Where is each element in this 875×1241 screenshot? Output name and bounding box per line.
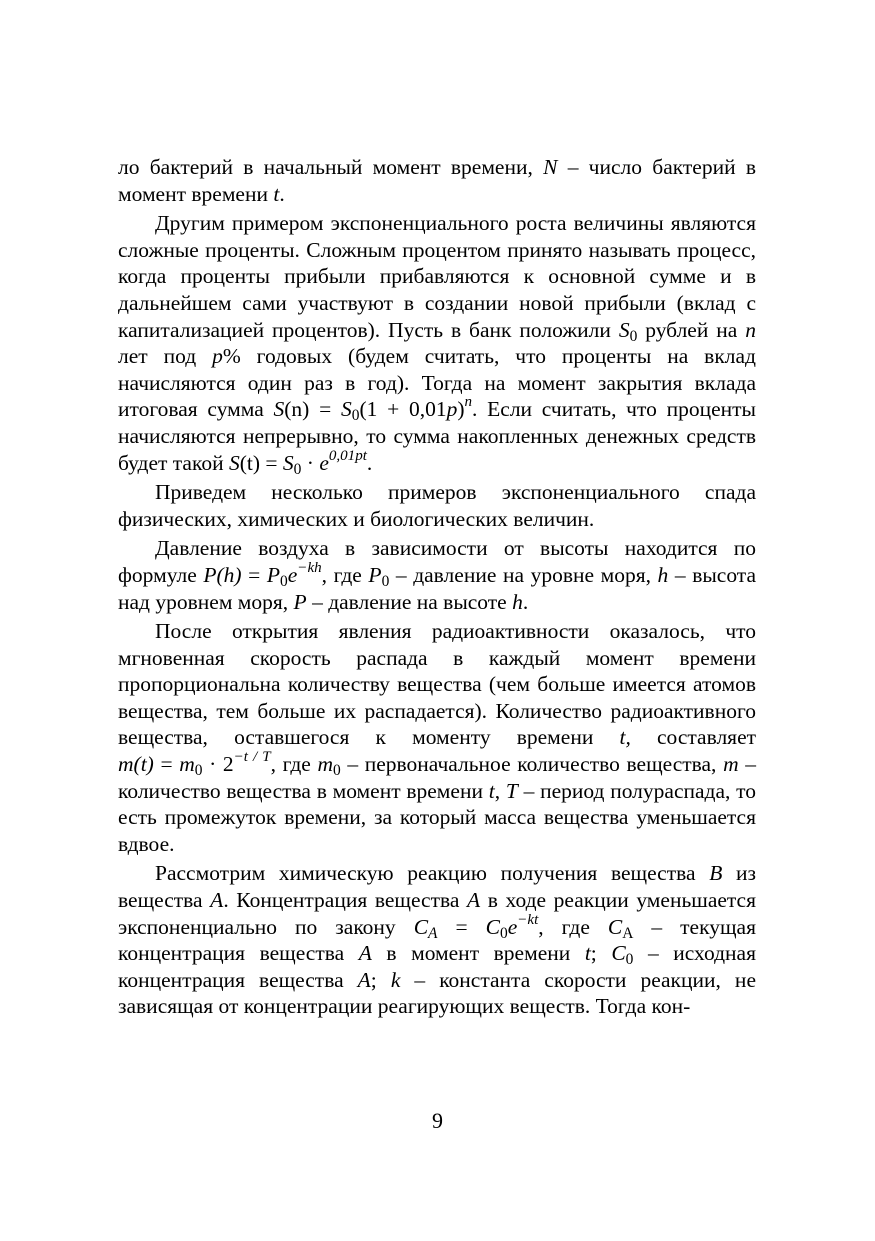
subscript: 0 xyxy=(629,327,638,345)
text-run: из вещества xyxy=(118,861,757,913)
variable: h xyxy=(657,562,669,587)
math-symbol: S xyxy=(228,450,240,475)
math-symbol: (h) xyxy=(216,562,242,587)
superscript: −t / T xyxy=(233,749,271,766)
math-symbol: (1 + 0,01 xyxy=(359,397,447,422)
formula-continuous-interest xyxy=(228,447,367,478)
formula-concentration xyxy=(413,911,539,942)
text-run: . Концентрация вещества xyxy=(223,888,467,913)
math-symbol: = xyxy=(153,752,180,777)
variable: n xyxy=(745,317,756,342)
superscript xyxy=(329,448,367,464)
math-symbol: m xyxy=(179,752,195,777)
variable: N xyxy=(543,155,558,179)
text-run: лет под xyxy=(118,344,213,369)
text-run: – текущая концентрация вещества xyxy=(118,914,756,966)
text-run: – первоначальное количество вещества, xyxy=(340,752,724,777)
text-run: рублей на xyxy=(637,317,746,342)
text-run: ; xyxy=(370,967,391,992)
math-symbol: = xyxy=(437,914,486,939)
text-run: . Если считать, что проценты начисляются непрерывно, то сумма накопленных денежных средств будет такой xyxy=(118,397,756,475)
text-run: – число бактерий в момент времени xyxy=(118,155,756,206)
math-symbol: · xyxy=(202,752,223,777)
variable: A xyxy=(467,888,481,913)
page-number: 9 xyxy=(432,1108,443,1133)
text-run: , где xyxy=(270,752,318,777)
subscript: 0 xyxy=(625,951,634,969)
variable: m xyxy=(723,752,739,777)
math-symbol: P xyxy=(266,562,281,587)
superscript: −kh xyxy=(297,560,322,577)
text-run: – количество вещества в момент времени xyxy=(118,752,756,803)
variable: k xyxy=(390,967,401,992)
subscript: 0 xyxy=(351,407,360,425)
subscript: A xyxy=(622,924,634,942)
variable: B xyxy=(709,861,723,886)
variable: t xyxy=(273,181,280,206)
text-run: – константа скорости реакции, не зависящая от концентрации реагирующих веществ. Тогда кон- xyxy=(118,967,756,1019)
subscript: 0 xyxy=(194,761,203,779)
superscript: n xyxy=(464,394,473,411)
variable: m xyxy=(317,752,333,777)
text-run: . xyxy=(366,450,373,475)
text-run: – период полураспада, то есть промежуток времени, за который масса вещества уменьшается вдвое. xyxy=(118,778,757,856)
superscript: −kt xyxy=(517,911,539,928)
variable: t xyxy=(584,941,591,966)
variable: S xyxy=(618,317,630,342)
text-run: После открытия явления радиоактивности оказалось, что мгновенная скорость распада в каждый момент времени пропорциональна количеству вещества (чем больше имеется атомов вещества, тем больше их распадается). Количество радиоактивного вещества, оставшегося к моменту времени xyxy=(118,619,756,750)
math-symbol: C xyxy=(413,914,429,939)
text-run: , xyxy=(494,778,506,803)
math-symbol: e xyxy=(507,914,518,939)
text-run: в момент времени xyxy=(371,941,585,966)
text-run: Приведем несколько примеров экспоненциального спада физических, химических и биологических величин. xyxy=(118,480,756,531)
variable: A xyxy=(358,941,372,966)
text-run: , где xyxy=(321,562,369,587)
math-symbol: ) xyxy=(457,397,465,422)
math-symbol: (t) xyxy=(239,450,261,475)
subscript: A xyxy=(428,924,438,942)
paragraph-6 xyxy=(118,860,756,1020)
text-run: – давление на высоте xyxy=(306,589,513,614)
text-run: – исходная концентрация вещества xyxy=(118,941,756,992)
variable: t xyxy=(488,778,495,803)
variable: T xyxy=(505,778,518,803)
variable: h xyxy=(512,589,523,614)
text-run: Давление воздуха в зависимости от высоты находится по формуле xyxy=(118,536,756,587)
math-symbol: S xyxy=(273,397,285,422)
math-symbol: m xyxy=(118,752,134,777)
text-run: Рассмотрим химическую реакцию получения вещества xyxy=(155,861,710,886)
variable: P xyxy=(368,562,382,587)
paragraph-2 xyxy=(118,210,756,476)
body-text xyxy=(118,154,756,1020)
text-run: – давление на уровне моря, xyxy=(389,562,658,587)
text-run: Другим примером экспоненциального роста величины являются сложные проценты. Сложным процентом принято называть процесс, когда проценты прибыли прибавляются к основной сумме и в дальнейшем сами участвуют в создании новой прибыли (вклад с капитализацией процентов). Пусть в банк положили xyxy=(118,211,756,342)
paragraph-4 xyxy=(118,535,756,615)
subscript: 0 xyxy=(499,924,508,942)
variable: p xyxy=(212,344,223,369)
paragraph-5 xyxy=(118,618,756,857)
math-symbol: · xyxy=(301,450,320,475)
variable: P xyxy=(293,589,307,614)
variable: t, xyxy=(619,725,631,750)
math-symbol: (n) xyxy=(284,397,310,422)
math-symbol: pt xyxy=(355,447,367,464)
math-symbol: 2 xyxy=(222,752,234,777)
text-run: ; xyxy=(590,941,612,966)
math-symbol: e xyxy=(319,450,329,475)
math-symbol: = xyxy=(309,397,341,422)
formula-radioactive-decay xyxy=(118,749,271,779)
math-symbol: (t) xyxy=(133,752,154,777)
text-run: ло бактерий в начальный момент времени, xyxy=(118,155,544,179)
math-symbol: 0,01 xyxy=(328,447,356,464)
subscript: 0 xyxy=(280,572,288,590)
math-symbol: C xyxy=(485,914,500,939)
variable: A xyxy=(210,888,224,913)
formula-air-pressure xyxy=(203,560,322,590)
text-run: в ходе реакции уменьшается экспоненциально по закону xyxy=(118,888,756,939)
math-symbol: p xyxy=(446,397,458,422)
math-symbol: S xyxy=(340,397,352,422)
text-run: . xyxy=(522,589,529,614)
paragraph-3 xyxy=(118,479,756,532)
math-symbol: P xyxy=(203,562,217,587)
text-run: . xyxy=(279,181,285,206)
subscript: 0 xyxy=(332,761,341,779)
variable: C xyxy=(607,914,623,939)
paragraph-1 xyxy=(118,154,756,207)
text-run: составляет xyxy=(630,725,757,750)
text-run: % годовых (будем считать, что проценты на вклад начисляются один раз в год). Тогда на момент закрытия вклада итоговая сумма xyxy=(118,344,756,422)
subscript: 0 xyxy=(381,572,390,590)
text-run: – высота над уровнем моря, xyxy=(118,562,757,614)
math-symbol: = xyxy=(260,450,283,475)
math-symbol: e xyxy=(287,562,298,587)
formula-compound-interest xyxy=(273,394,473,425)
variable: A xyxy=(357,967,371,992)
text-run: , где xyxy=(538,914,608,939)
subscript: 0 xyxy=(293,460,302,478)
variable: C xyxy=(611,941,626,966)
math-symbol: = xyxy=(241,562,267,587)
math-symbol: S xyxy=(282,450,294,475)
